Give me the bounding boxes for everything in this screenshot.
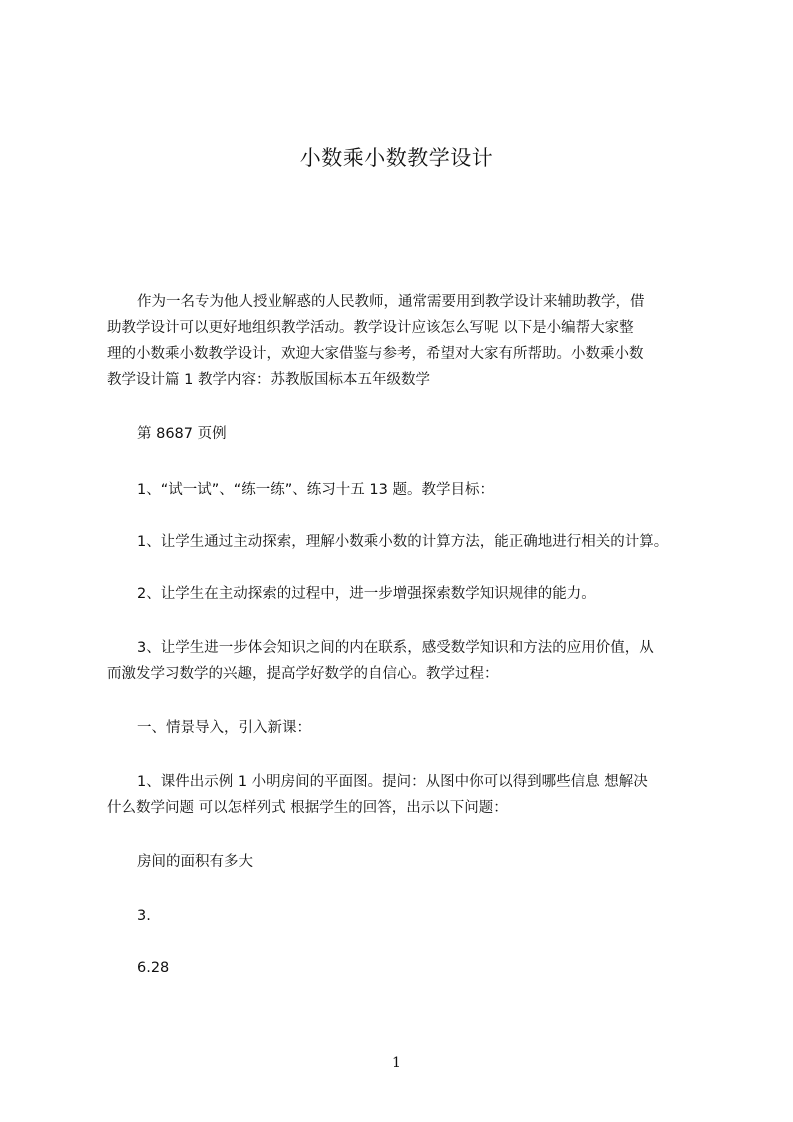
document-title: 小数乘小数教学设计 (299, 146, 494, 170)
step-1-line: 什么数学问题 可以怎样列式 根据学生的回答，出示以下问题： (107, 800, 508, 816)
exercise-line: 1、“试一试”、“练一练”、练习十五 13 题。教学目标： (137, 482, 494, 498)
value-line: 3. (137, 908, 151, 924)
goal-2: 2、让学生在主动探索的过程中，进一步增强探索数学知识规律的能力。 (137, 586, 596, 602)
goal-1: 1、让学生通过主动探索，理解小数乘小数的计算方法，能正确地进行相关的计算。 (137, 534, 669, 550)
goal-3-line: 而激发学习数学的兴趣，提高学好数学的自信心。教学过程： (107, 666, 499, 682)
section-heading: 一、情景导入，引入新课： (137, 720, 311, 736)
intro-line: 理的小数乘小数教学设计，欢迎大家借鉴与参考，希望对大家有所帮助。小数乘小数 (107, 346, 644, 362)
page-number: 1 (392, 1055, 401, 1071)
page-reference: 第 8687 页例 (137, 426, 227, 442)
question-line: 房间的面积有多大 (137, 854, 253, 870)
intro-line: 教学设计篇 1 教学内容：苏教版国标本五年级数学 (107, 372, 430, 388)
value-line: 6.28 (137, 960, 170, 976)
intro-line: 助教学设计可以更好地组织教学活动。教学设计应该怎么写呢 以下是小编帮大家整 (107, 320, 634, 336)
goal-3-line: 3、让学生进一步体会知识之间的内在联系，感受数学知识和方法的应用价值，从 (137, 640, 654, 656)
intro-line: 作为一名专为他人授业解惑的人民教师，通常需要用到教学设计来辅助教学，借 (137, 294, 645, 310)
step-1-line: 1、课件出示例 1 小明房间的平面图。提问：从图中你可以得到哪些信息 想解决 (137, 774, 648, 790)
